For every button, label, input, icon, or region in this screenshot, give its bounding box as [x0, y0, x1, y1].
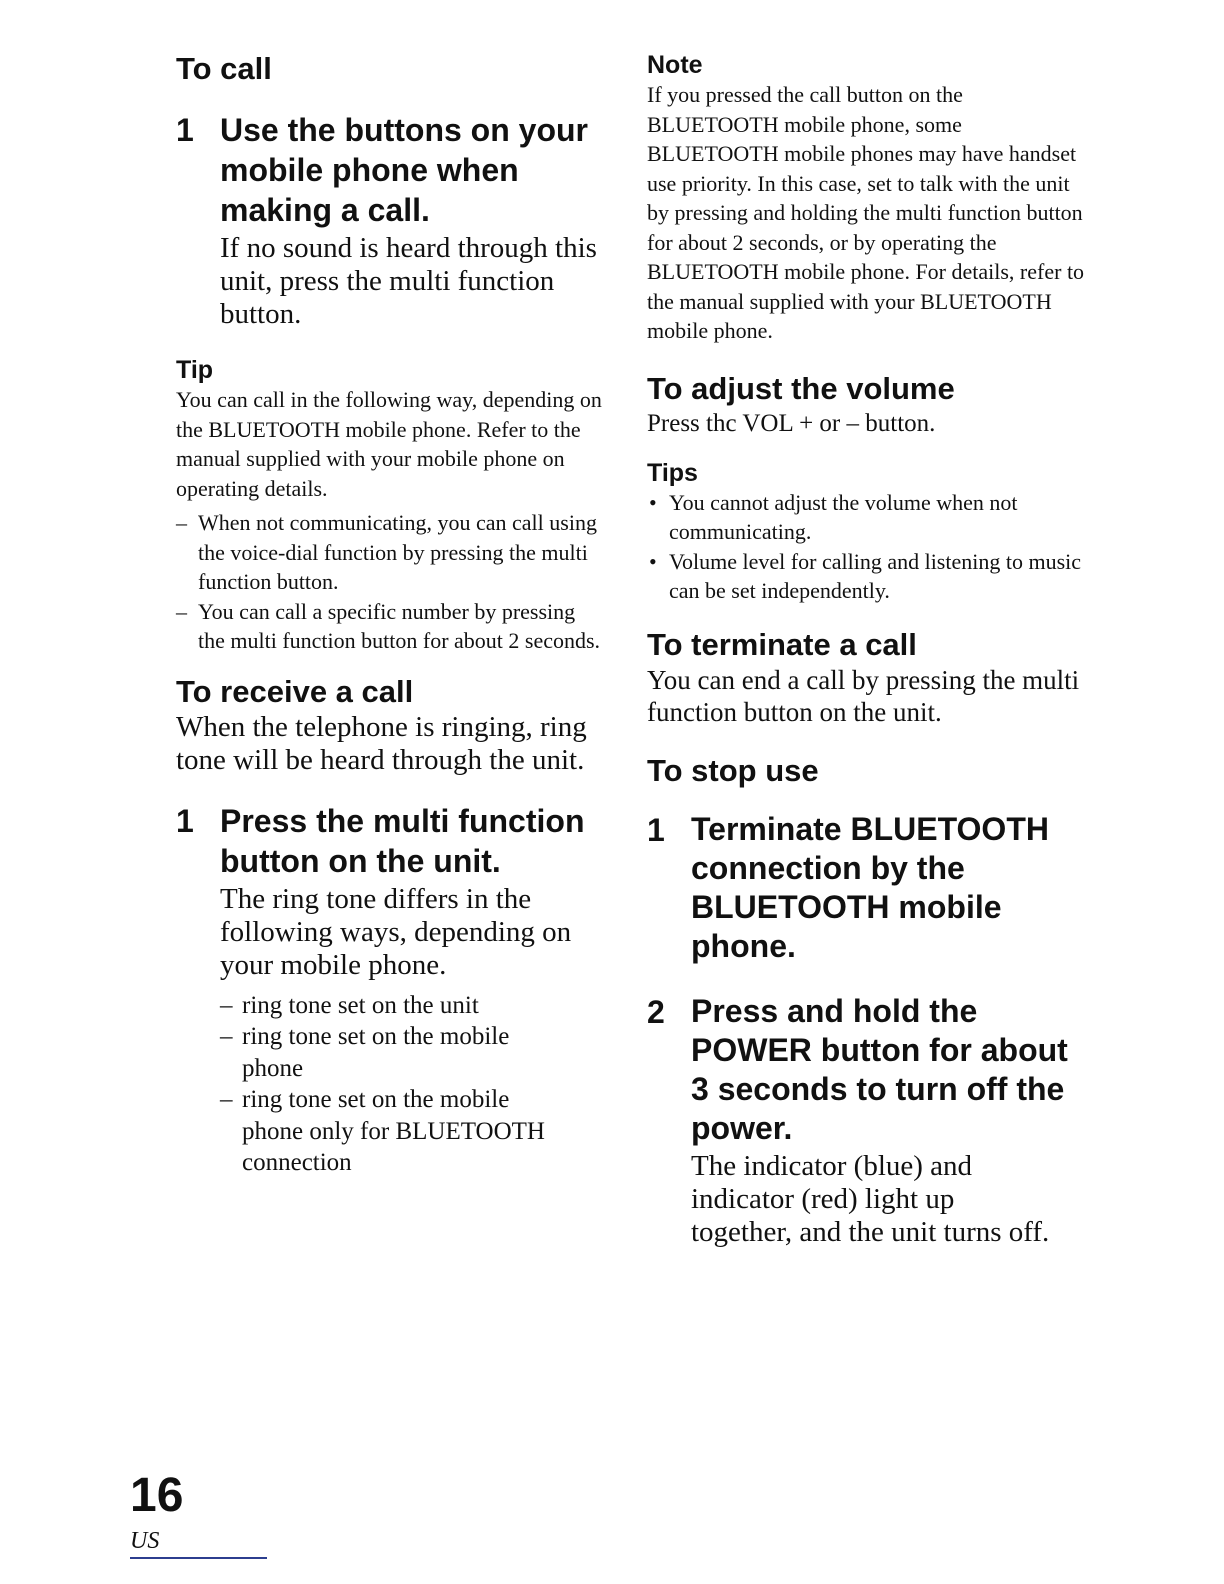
step-text: The indicator (blue) and indicator (red) light up together, and the unit turns off.	[691, 1149, 1050, 1248]
tip-text: You can call in the following way, depending on the BLUETOOTH mobile phone. Refer to the manual supplied with your mobile phone on operating details.	[176, 387, 602, 501]
tip-label: Tip	[176, 356, 214, 384]
note-text: If you pressed the call button on the BLUETOOTH mobile phone, some BLUETOOTH mobile phones may have handset use priority. In this case, set to talk with the unit by pressing and holding the multi function button for about 2 seconds, or by operating the BLUETOOTH mobile phone. For details, refer to the manual supplied with your BLUETOOTH mobile phone.	[647, 82, 1085, 343]
right-column	[647, 50, 1087, 1249]
list-item: – ring tone set on the mobile phone only for BLUETOOTH connection	[220, 1084, 560, 1179]
stop-heading: To stop use	[647, 752, 819, 788]
to-receive-heading: To receive a call	[176, 673, 414, 709]
tip-block	[176, 355, 606, 656]
step-text: The ring tone differs in the following ways, depending on your mobile phone.	[220, 882, 572, 981]
list-item: – ring tone set on the unit	[220, 990, 560, 1022]
volume-text: Press thc VOL + or – button.	[647, 409, 936, 437]
list-item: – When not communicating, you can call using the voice-dial function by pressing the multi function button.	[176, 508, 606, 597]
step-heading: Press the multi function button on the unit.	[220, 802, 585, 879]
tips-label: Tips	[647, 458, 698, 487]
to-call-heading: To call	[176, 51, 272, 86]
footer-rule	[130, 1557, 267, 1559]
step-number: 1	[176, 802, 194, 839]
step-number: 1	[176, 112, 194, 148]
tips-list	[647, 488, 1087, 606]
volume-heading: To adjust the volume	[647, 370, 955, 406]
list-item: – You can call a specific number by pressing the multi function button for about 2 seconds.	[176, 597, 606, 656]
page-region-label: US	[130, 1528, 160, 1554]
step-text: If no sound is heard through this unit, press the multi function button.	[220, 232, 597, 330]
terminate-text: You can end a call by pressing the multi function button on the unit.	[647, 664, 1080, 727]
step-heading: Terminate BLUETOOTH connection by the BLUETOOTH mobile phone.	[691, 810, 1049, 964]
to-receive-text: When the telephone is ringing, ring tone will be heard through the unit.	[176, 710, 587, 776]
stop-step-2	[647, 992, 1087, 1249]
step-number: 2	[647, 993, 665, 1030]
tip-list	[176, 508, 606, 656]
note-label: Note	[647, 51, 703, 79]
to-call-step-1	[176, 110, 606, 331]
ring-tone-list	[220, 990, 560, 1179]
list-item: • Volume level for calling and listening to music can be set independently.	[647, 547, 1087, 606]
stop-step-1	[647, 810, 1087, 966]
list-item: • You cannot adjust the volume when not communicating.	[647, 488, 1087, 547]
left-column	[176, 50, 606, 1179]
terminate-heading: To terminate a call	[647, 626, 917, 662]
list-item: – ring tone set on the mobile phone	[220, 1021, 560, 1084]
page-number: 16	[130, 1469, 184, 1522]
tips-block	[647, 458, 1087, 606]
step-number: 1	[647, 811, 665, 848]
step-heading: Use the buttons on your mobile phone when making a call.	[220, 112, 588, 228]
note-block	[647, 50, 1087, 346]
step-heading: Press and hold the POWER button for about 3 seconds to turn off the power.	[691, 992, 1068, 1146]
to-receive-step-1	[176, 801, 606, 1179]
